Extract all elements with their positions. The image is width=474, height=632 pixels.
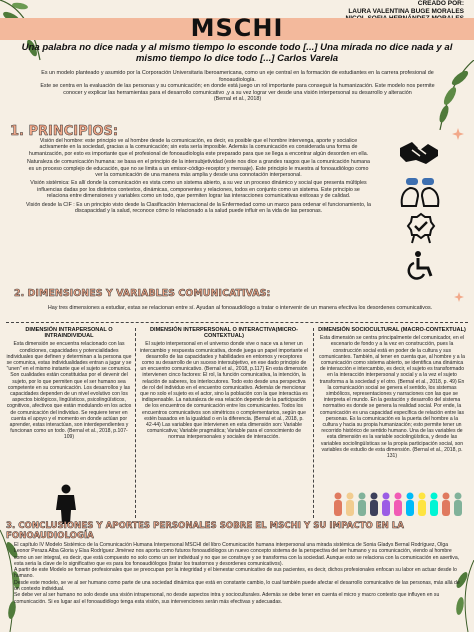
divider: [6, 322, 468, 323]
column-text: Esta dimensión se centra principalmente del comunicador, en el escenario de fondo y a la vez en construcción, pues la construcción social está en poder de la cultura y sus comunicantes. También, al tener en cuenta que, al hombre y a la comunicación como sistema abierto, se identifica una dinámica de interacción e intercambio, es decir, el sujeto es transformado en la interacción interpersonal y social y a la vez el sujeto transforma a la sociedad y el otro. (Bernal et al., 2018, p. 49) En la comunicación social se genera el sentido, los sistemas simbólicos, representaciones y narraciones con las que se interpreta el mundo. En la gestación y desarrollo del sistema normativo es donde se genera la realidad social. Por ende, la comunicación es una capacidad específica de relación entre las personas. Es la comunicación es la puerta del hombre a la cultura y hacia su propia humanización; esto permite tener un recorrido histórico de sentido humano. Una de las variables de esta dimensión es la variable sociolingüística, y desde las variables sociolingüísticas se la propia participación social, son variables de estudio de esta dimensión. (Bernal et al., 2018, p. 131): [318, 335, 465, 460]
dimension-interpersonal: [140, 327, 308, 441]
divider: [135, 328, 136, 518]
conclusiones-list: [14, 542, 464, 605]
column-text: Esta dimensión se encuentra relacionado con las condiciones, capacidades y potencialidades individuales que definen y determinan a la persona que se comunica, estas individualidades entran a jugar y se "unen" en el mismo instante que el sujeto se comunica. Son cualidades están constituidas por el devenir del sujeto, por lo que permiten que el ser humano sea competente en su comunicación. Los desarrollos y las capacidades dependen de un nivel evolutivo con los aspectos biológicos, lingüísticos, psicolingüísticos, cognitivos, afectivos que están modulando en los actos de comunicación del individuo. Se requiere tener en cuenta el apoyo y el momento en donde actúan por aprender, estas interactúan, son interdependientes y funcionan como un todo. (Bernal et al., 2018, p.107-109): [6, 341, 132, 441]
credits-label: CREADO POR:: [417, 0, 464, 7]
list-item: Visión del hombre: este principio ve al hombre desde la comunicación, es decir, es posible que el hombre intervenga, aporte y socialice activamente en la sociedad, gracias a la comunicación; sin esta sería imposible. Además la comunicación es considerada una forma de humanización, por esto es importante que el profesional de fonoaudiología este preparado para que se llega a encontrar algún desorden en ella.: [28, 138, 369, 157]
medal-check-icon: [406, 212, 436, 244]
dimensiones-subtitle: Hay tres dimensiones a estudiar, estas se relacionan entre sí. Ayudan al fonoaudiólogo a tratar o intervenir de un manera efectiva los desordenes comunicativos.: [47, 305, 433, 311]
speech-heads-icon: [398, 178, 442, 208]
intro-citation: (Bernal et al., 2018): [213, 96, 262, 103]
dimensiones-heading: 2. DIMENSIONES Y VARIABLES COMUNICATIVAS:: [14, 288, 271, 299]
list-item: Visión sistémica: Es allí donde la comunicación es vista como un sistema abierto, a su vez un proceso dinámico y social que presenta múltiples influencias dadas por los distintos contextos, dinámicas, componentes y relaciones, todos en conjunto como un sistema. Este principio se relaciona entre dimensiones y variables como un todo, que permiten lograr las interacciones comunicativas exitosas y de calidad.: [30, 180, 367, 200]
intro-paragraph: Este se centra en la evaluación de las personas y su comunicación; en donde está juego un rol importante para conseguir la humanización. Este modelo nos permite conocer y explicar las herramientas para el desarrollo comunicativo ,y a su vez lograr ver desde una visión interpersonal su desarrollo y alteración: [40, 83, 435, 96]
crowd-icon: [330, 490, 466, 518]
list-item: Desde este modelo, se ve al ser humano como parte de una sociedad dinámica que está en constante cambio, lo cual también puede afectar el desarrollo comunicativo de las personas, más allá de un contexto individual.: [14, 579, 460, 593]
list-item: El capítulo IV Modelo Sistémico de la Comunicación Humana Interpersonal MSCHI del libro Comunicación humana interpersonal una mirada sistémica de Sonia Gladys Bernal Rodríguez, Olga Leonor Peraza Alba Gloria y Elsa Rodríguez Jiménez nos aporta como futuros fonoaudiólogos un nuevo concepto sistema de la perspectiva del ser humano y su comunicación, viendo al hombre como un ser integral, es decir, que está compuesto no solo como un ser individual y no que se construye y se transforma con la sociedad. Aunque esto se relaciona con la comunicación en asertiva, esta seria la clave de lo significativo que es para los fonoaudiólogos (tratar los trastornos y desordenes comunicativos).: [14, 542, 460, 567]
wheelchair-icon: [406, 250, 436, 280]
star-icon: [452, 128, 464, 140]
page-title: MSCHI: [190, 14, 284, 42]
intro-paragraph: Es un modelo planteado y asumido por la Corporación Universitaria Iberoamericana, como un eje central en la formación de estudiantes en la carrera profesional de fonoaudiología.: [41, 70, 434, 83]
list-item: A partir de este Modelo se forman profesionales que se preocupan por la integridad y el bienestar comunicativo de sus pacientes, es decir, dichos profesionales enfocan su labor en actuar desde lo humano.: [14, 567, 457, 580]
dimension-intrapersonal: [6, 327, 132, 441]
principios-list: [26, 138, 371, 216]
hands-icon: [398, 138, 440, 168]
divider: [313, 328, 314, 518]
person-icon: [52, 484, 80, 524]
list-item: Naturaleza de comunicación humana: se basa en el principio de la intersubjetividad (este nos dice a grandes rasgos que la comunicación humana es un proceso complejo de educación, que no se limita a un emisor-código-receptor y mensaje). Este principio le muestra al fonoaudiólogo como ver la comunicación de una manera más amplia y desde una connotación interpersonal.: [26, 159, 371, 179]
star-icon: [454, 292, 464, 302]
column-title: DIMENSIÓN INTRAPERSONAL O INTRAINDIVIDUAL: [25, 327, 113, 340]
intro-text: [40, 70, 435, 103]
conclusiones-heading: 3. CONCLUSIONES Y APORTES PERSONALES SOBRE EL MSCHI Y SU IMPACTO EN LA FONOAUDIOLOGÍA: [6, 521, 404, 541]
list-item: Se debe ver al ser humano no solo desde una visión intrapersonal, no desde aspectos intra y socioculturales. Además se debe tener en cuenta el micro y macro contexto que influyen en su comunicación. Si es lugar así el fonoaudiólogo tenga esta visión, sus intervenciones serán más efectivas y adecuadas.: [14, 592, 440, 605]
dimension-sociocultural: [318, 327, 466, 459]
column-title: DIMENSIÓN SOCIOCULTURAL (MACRO-CONTEXTUAL): [318, 327, 466, 333]
list-item: Visión desde la CIF : Es un principio visto desde la Clasificación Internacional de la Enfermedad como un marco para ordenar el funcionamiento, la discapacidad y la salud, reconoce cómo lo relacionado a la salud puede influir en la vida de las personas.: [26, 201, 371, 215]
column-text: El sujeto interpersonal en el universo donde vive o nace va a tener un intercambio y respuesta comunicativa, donde juega un papel importante el desarrollo de las capacidades y habilidades en entornos y receptores como su desarrollo de un suceso intersubjetivo, en ese dado principio de un encuentro comunicativo. (Bernal et al., 2018, p.117) En esta dimensión intervienen cinco factores: El rol, la función comunicativa, la intención, la relación de saberes, los interlocutores. Todo esto desde una perspectiva de rol del individuo en el encuentro comunicativo. Además de mencionar que no solo el sujeto es el actor, sino la población con la que interactúa es indispensable. La naturaleza de esa relación depende de la participación de los encuentros de comunicación entre los comunicantes. Todos los encuentros comunicativos son simétricos o complementarios, según que estén basados en la igualdad o en la diferencia. (Bernal et al., 2018, p. 42-44) Las variables que intervienen en esta dimensión son: Variable comunicativa; Variable pragmática; Variable para el conocimiento de normas interpersonales y sociales de interacción.: [140, 341, 308, 441]
column-title: DIMENSIÓN INTERPERSONAL O INTERACTIVA(MICRO-CONTEXTUAL): [149, 327, 299, 340]
principios-heading: 1. PRINCIPIOS:: [10, 124, 119, 139]
author-name: LAURA VALENTINA BUGE MORALES: [348, 7, 464, 15]
epigraph-quote: Una palabra no dice nada y al mismo tiempo lo esconde todo [...] Una mirada no dice nada y al mismo tiempo lo dice todo [...] Carlos Varela: [21, 42, 453, 64]
